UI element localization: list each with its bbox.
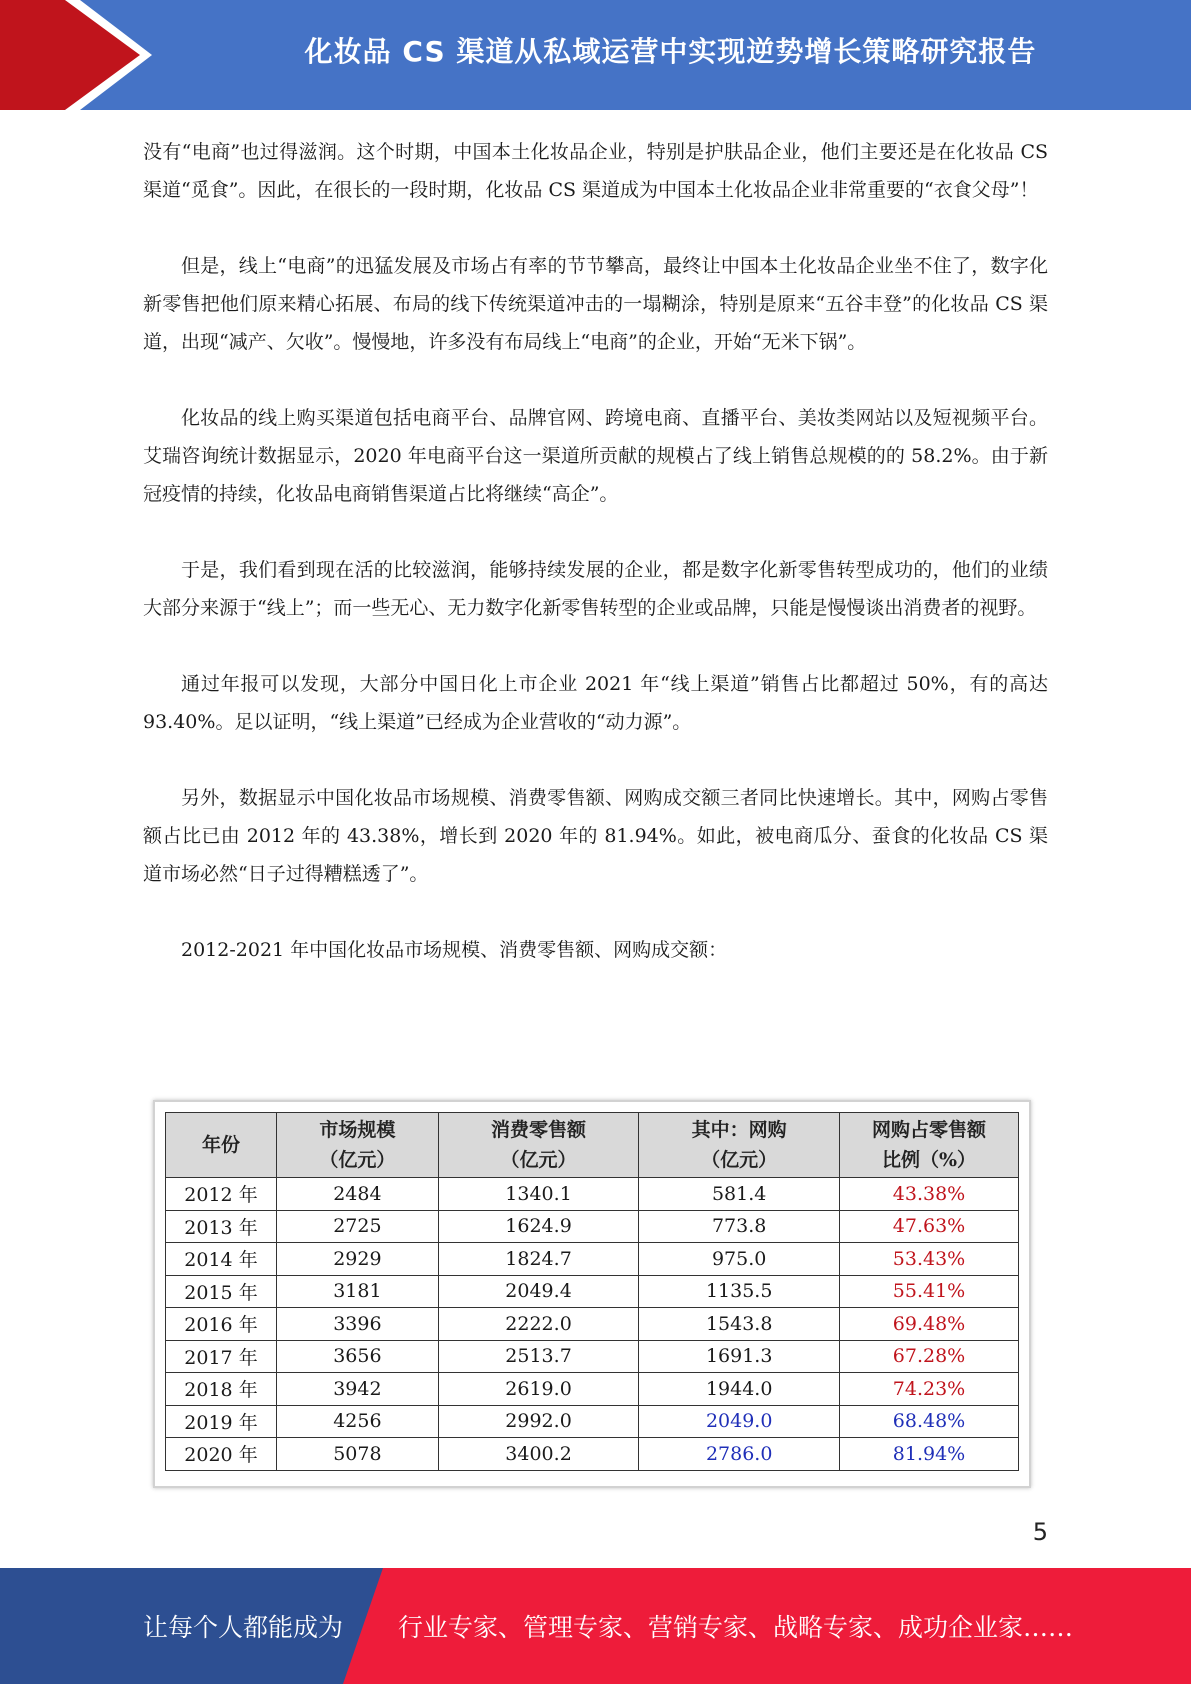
table-cell: 1944.0 bbox=[639, 1373, 840, 1406]
table-cell: 55.41% bbox=[840, 1275, 1019, 1308]
table-cell: 2014 年 bbox=[166, 1243, 277, 1276]
data-table bbox=[165, 1112, 1019, 1471]
header-ratio-line2: 比例（%） bbox=[881, 1149, 977, 1171]
header-online-line2: （亿元） bbox=[701, 1149, 778, 1171]
header-ratio-line1: 网购占零售额 bbox=[871, 1119, 986, 1141]
table-row bbox=[166, 1275, 1019, 1308]
table-cell: 2016 年 bbox=[166, 1308, 277, 1341]
table-row bbox=[166, 1243, 1019, 1276]
header-ratio bbox=[840, 1113, 1019, 1178]
page-footer bbox=[0, 1568, 1191, 1684]
table-cell: 2012 年 bbox=[166, 1178, 277, 1211]
table-row bbox=[166, 1438, 1019, 1471]
header-title: 化妆品 CS 渠道从私域运营中实现逆势增长策略研究报告 bbox=[304, 35, 1037, 68]
table-cell: 2049.0 bbox=[639, 1405, 840, 1438]
table-cell: 3942 bbox=[277, 1373, 439, 1406]
table-cell: 3396 bbox=[277, 1308, 439, 1341]
header-red-arrow bbox=[0, 0, 150, 110]
table-cell: 1135.5 bbox=[639, 1275, 840, 1308]
table-row bbox=[166, 1340, 1019, 1373]
table-cell: 5078 bbox=[277, 1438, 439, 1471]
table-cell: 2725 bbox=[277, 1210, 439, 1243]
table-row bbox=[166, 1405, 1019, 1438]
table-cell: 1624.9 bbox=[438, 1210, 639, 1243]
paragraph-6: 另外，数据显示中国化妆品市场规模、消费零售额、网购成交额三者同比快速增长。其中，网购占零售额占比已由 2012 年的 43.38%，增长到 2020 年的 81.94%。如此，被电商瓜分、蚕食的化妆品 CS 渠道市场必然“日子过得糟糕透了”。 bbox=[143, 787, 1048, 885]
table-body bbox=[166, 1178, 1019, 1471]
header-retail-sales-line2: （亿元） bbox=[500, 1149, 577, 1171]
header-online-line1: 其中：网购 bbox=[691, 1119, 787, 1141]
table-cell: 2019 年 bbox=[166, 1405, 277, 1438]
paragraph-3: 化妆品的线上购买渠道包括电商平台、品牌官网、跨境电商、直播平台、美妆类网站以及短视频平台。艾瑞咨询统计数据显示，2020 年电商平台这一渠道所贡献的规模占了线上销售总规模的的 58.2%。由于新冠疫情的持续，化妆品电商销售渠道占比将继续“高企”。 bbox=[143, 407, 1048, 505]
table-cell: 1543.8 bbox=[639, 1308, 840, 1341]
header-year bbox=[166, 1113, 277, 1178]
table-cell: 2018 年 bbox=[166, 1373, 277, 1406]
table-cell: 2049.4 bbox=[438, 1275, 639, 1308]
table-cell: 47.63% bbox=[840, 1210, 1019, 1243]
table-cell: 3656 bbox=[277, 1340, 439, 1373]
header-market-size-line2: （亿元） bbox=[319, 1149, 396, 1171]
paragraph-2: 但是，线上“电商”的迅猛发展及市场占有率的节节攀高，最终让中国本土化妆品企业坐不住了，数字化新零售把他们原来精心拓展、布局的线下传统渠道冲击的一塌糊涂，特别是原来“五谷丰登”的化妆品 CS 渠道，出现“减产、欠收”。慢慢地，许多没有布局线上“电商”的企业，开始“无米下锅”。 bbox=[143, 255, 1048, 353]
table-cell: 1340.1 bbox=[438, 1178, 639, 1211]
table-cell: 67.28% bbox=[840, 1340, 1019, 1373]
page-number: 5 bbox=[1032, 1518, 1048, 1546]
table-cell: 1691.3 bbox=[639, 1340, 840, 1373]
table-cell: 53.43% bbox=[840, 1243, 1019, 1276]
table-caption: 2012-2021 年中国化妆品市场规模、消费零售额、网购成交额： bbox=[181, 939, 728, 961]
paragraph-5: 通过年报可以发现，大部分中国日化上市企业 2021 年“线上渠道”销售占比都超过 50%，有的高达 93.40%。足以证明，“线上渠道”已经成为企业营收的“动力源”。 bbox=[143, 673, 1048, 733]
table-cell: 68.48% bbox=[840, 1405, 1019, 1438]
table-cell: 4256 bbox=[277, 1405, 439, 1438]
table-row bbox=[166, 1178, 1019, 1211]
table-cell: 2619.0 bbox=[438, 1373, 639, 1406]
table-cell: 2013 年 bbox=[166, 1210, 277, 1243]
table-cell: 2020 年 bbox=[166, 1438, 277, 1471]
footer-slogan-left: 让每个人都能成为 bbox=[143, 1613, 344, 1642]
table-cell: 43.38% bbox=[840, 1178, 1019, 1211]
paragraph-4: 于是，我们看到现在活的比较滋润，能够持续发展的企业，都是数字化新零售转型成功的，他们的业绩大部分来源于“线上”；而一些无心、无力数字化新零售转型的企业或品牌，只能是慢慢谈出消费者的视野。 bbox=[143, 559, 1048, 619]
table-cell: 2015 年 bbox=[166, 1275, 277, 1308]
paragraph-1: 没有“电商”也过得滋润。这个时期，中国本土化妆品企业，特别是护肤品企业，他们主要还是在化妆品 CS 渠道“觅食”。因此，在很长的一段时期，化妆品 CS 渠道成为中国本土化妆品企业非常重要的“衣食父母”！ bbox=[143, 141, 1048, 201]
table-cell: 3181 bbox=[277, 1275, 439, 1308]
table-cell: 1824.7 bbox=[438, 1243, 639, 1276]
table-cell: 74.23% bbox=[840, 1373, 1019, 1406]
table-cell: 3400.2 bbox=[438, 1438, 639, 1471]
header-online bbox=[639, 1113, 840, 1178]
table-cell: 2222.0 bbox=[438, 1308, 639, 1341]
table-cell: 2513.7 bbox=[438, 1340, 639, 1373]
table-cell: 581.4 bbox=[639, 1178, 840, 1211]
table-cell: 773.8 bbox=[639, 1210, 840, 1243]
table-cell: 2992.0 bbox=[438, 1405, 639, 1438]
page-header bbox=[0, 0, 1191, 110]
table-header-row bbox=[166, 1113, 1019, 1178]
header-market-size-line1: 市场规模 bbox=[319, 1119, 396, 1141]
table-cell: 2484 bbox=[277, 1178, 439, 1211]
table-cell: 2017 年 bbox=[166, 1340, 277, 1373]
data-table-image bbox=[153, 1100, 1031, 1488]
header-retail-sales bbox=[438, 1113, 639, 1178]
footer-slogan-right: 行业专家、管理专家、营销专家、战略专家、成功企业家…… bbox=[398, 1613, 1074, 1642]
table-row bbox=[166, 1210, 1019, 1243]
header-retail-sales-line1: 消费零售额 bbox=[491, 1119, 587, 1141]
table-cell: 81.94% bbox=[840, 1438, 1019, 1471]
table-cell: 69.48% bbox=[840, 1308, 1019, 1341]
header-year-label: 年份 bbox=[201, 1134, 240, 1156]
table-cell: 2786.0 bbox=[639, 1438, 840, 1471]
table-row bbox=[166, 1373, 1019, 1406]
header-market-size bbox=[277, 1113, 439, 1178]
table-cell: 2929 bbox=[277, 1243, 439, 1276]
table-row bbox=[166, 1308, 1019, 1341]
table-cell: 975.0 bbox=[639, 1243, 840, 1276]
document-body bbox=[143, 133, 1048, 983]
